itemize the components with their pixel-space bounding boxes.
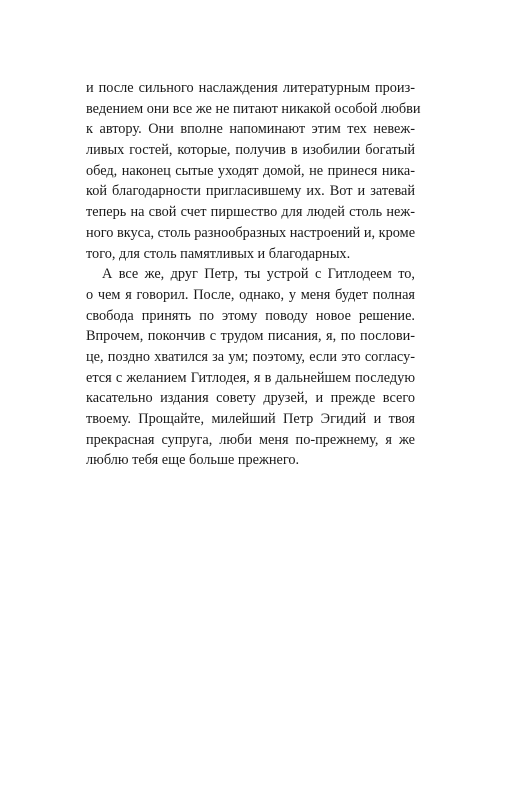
body-text (86, 78, 421, 471)
text-line: ного вкуса, столь разнообразных настроений и, кроме (86, 224, 416, 241)
text-line: свобода принять по этому поводу новое решение. (86, 307, 415, 324)
text-line: ливых гостей, которые, получив в изобилии богатый (86, 142, 415, 159)
text-line: к автору. Они вполне напоминают этим тех невеж- (86, 121, 415, 138)
text-line: люблю тебя еще больше прежнего. (86, 452, 300, 469)
text-line: це, поздно хватился за ум; поэтому, если это согласу- (86, 348, 415, 365)
text-line: о чем я говорил. После, однако, у меня будет полная (86, 286, 415, 303)
text-line: твоему. Прощайте, милейший Петр Эгидий и твоя (86, 411, 415, 427)
text-line: обед, наконец сытые уходят домой, не принеся ника- (86, 162, 415, 179)
text-line: кой благодарности пригласившему их. Вот и затевай (86, 183, 415, 200)
text-line: того, для столь памятливых и благодарных. (86, 245, 351, 262)
text-line: касательно издания совету друзей, и прежде всего (86, 390, 415, 407)
text-line: теперь на свой счет пиршество для людей столь неж- (86, 204, 415, 221)
paragraph-2 (86, 264, 415, 471)
text-line: Впрочем, покончив с трудом писания, я, по послови- (86, 328, 415, 345)
paragraph-1 (86, 78, 421, 264)
text-line: ется с желанием Гитлодея, я в дальнейшем последую (86, 369, 415, 386)
text-line: А все же, друг Петр, ты устрой с Гитлодеем то, (102, 266, 415, 283)
text-line: и после сильного наслаждения литературным произ- (86, 80, 415, 96)
text-line: ведением они все же не питают никакой особой любви (86, 100, 421, 117)
text-line: прекрасная супруга, люби меня по-прежнему, я же (86, 431, 415, 448)
